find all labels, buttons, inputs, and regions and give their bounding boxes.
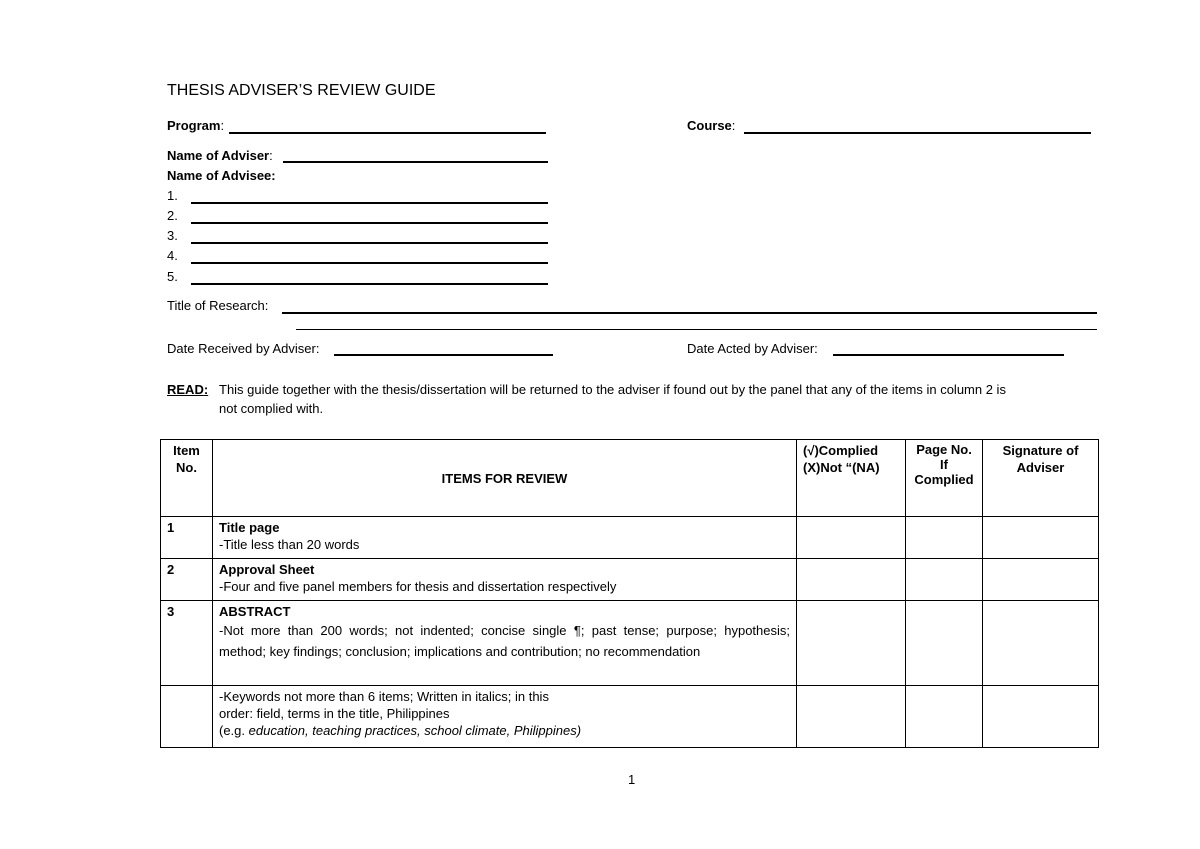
complied-cell[interactable] [797, 601, 906, 686]
adviser-label: Name of Adviser: [167, 148, 273, 163]
advisee-label: Name of Advisee: [167, 168, 276, 183]
date-received-label: Date Received by Adviser: [167, 341, 320, 356]
signature-cell[interactable] [983, 686, 1099, 748]
date-acted-label: Date Acted by Adviser: [687, 341, 818, 356]
review-table [160, 439, 1099, 748]
row-number: 3 [161, 601, 213, 686]
keywords-line1: -Keywords not more than 6 items; Written in italics; in this [219, 689, 549, 704]
row-item-title: Title page [219, 520, 280, 535]
date-acted-field[interactable] [833, 354, 1064, 356]
page-number: 1 [628, 772, 636, 787]
advisee-field-4[interactable] [191, 262, 548, 264]
header-page-no: Page No. If Complied [906, 440, 983, 517]
research-title-label: Title of Research: [167, 298, 269, 313]
row-number: 1 [161, 517, 213, 559]
advisee-field-2[interactable] [191, 222, 548, 224]
advisee-number-1: 1. [167, 188, 178, 203]
row-item-detail: -Title less than 20 words [219, 537, 360, 552]
program-field[interactable] [229, 132, 546, 134]
row-item-title: Approval Sheet [219, 562, 315, 577]
table-header-row [161, 440, 1099, 517]
page-no-cell[interactable] [906, 601, 983, 686]
research-title-field-2[interactable] [296, 329, 1097, 330]
course-field[interactable] [744, 132, 1091, 134]
complied-cell[interactable] [797, 517, 906, 559]
keywords-line2: order: field, terms in the title, Philippines [219, 706, 450, 721]
signature-cell[interactable] [983, 517, 1099, 559]
row-number [161, 686, 213, 748]
row-item-keywords [213, 686, 797, 748]
page-no-cell[interactable] [906, 559, 983, 601]
table-row [161, 686, 1099, 748]
row-item-title: ABSTRACT [219, 604, 291, 619]
read-note-line2: not complied with. [219, 401, 324, 416]
advisee-number-2: 2. [167, 208, 178, 223]
row-item-detail: -Not more than 200 words; not indented; concise single ¶; past tense; purpose; hypothesis; method; key findings; conclusion; implications and contribution; no recommendation [219, 623, 790, 659]
advisee-number-4: 4. [167, 248, 178, 263]
program-label: Program: [167, 118, 225, 133]
table-row [161, 601, 1099, 686]
date-received-field[interactable] [334, 354, 553, 356]
header-items-for-review: ITEMS FOR REVIEW [213, 440, 797, 517]
row-item [213, 517, 797, 559]
advisee-field-1[interactable] [191, 202, 548, 204]
document-title: THESIS ADVISER’S REVIEW GUIDE [167, 82, 436, 99]
read-note-line1: This guide together with the thesis/dissertation will be returned to the adviser if found out by the panel that any of the items in column 2 is [219, 382, 1006, 397]
advisee-number-5: 5. [167, 269, 178, 284]
header-complied: (√)Complied (X)Not “(NA) [797, 440, 906, 517]
keywords-example: (e.g. education, teaching practices, school climate, Philippines) [219, 723, 582, 738]
read-label: READ: [167, 382, 209, 397]
course-label: Course: [687, 118, 736, 133]
research-title-field-1[interactable] [282, 312, 1097, 314]
row-item [213, 559, 797, 601]
header-item-no: Item No. [161, 440, 213, 517]
adviser-field[interactable] [283, 161, 548, 163]
page-no-cell[interactable] [906, 686, 983, 748]
table-row [161, 559, 1099, 601]
signature-cell[interactable] [983, 601, 1099, 686]
header-signature: Signature of Adviser [983, 440, 1099, 517]
signature-cell[interactable] [983, 559, 1099, 601]
advisee-field-5[interactable] [191, 283, 548, 285]
advisee-field-3[interactable] [191, 242, 548, 244]
complied-cell[interactable] [797, 559, 906, 601]
complied-cell[interactable] [797, 686, 906, 748]
advisee-number-3: 3. [167, 228, 178, 243]
page-no-cell[interactable] [906, 517, 983, 559]
row-item-detail: -Four and five panel members for thesis and dissertation respectively [219, 579, 617, 594]
row-number: 2 [161, 559, 213, 601]
table-row [161, 517, 1099, 559]
row-item [213, 601, 797, 686]
